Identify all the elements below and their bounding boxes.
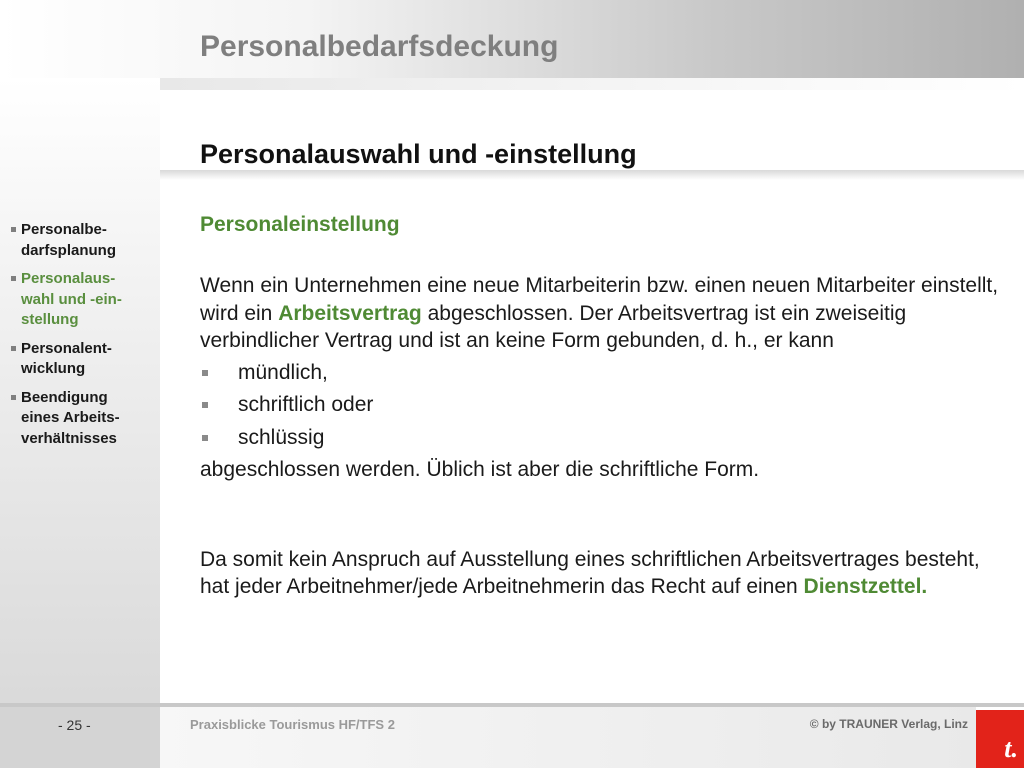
- footer-course-title: Praxisblicke Tourismus HF/TFS 2: [190, 717, 395, 732]
- slide-subtitle: Personalauswahl und -einstellung: [200, 139, 637, 169]
- subtitle-divider: [160, 170, 1024, 180]
- paragraph-1-text-after: abgeschlossen. Der Arbeitsvertrag ist ein zweiseitig verbindlicher Vertrag und ist an keine Form gebunden, d. h., er kann: [200, 301, 907, 352]
- sidebar-item-personalentwicklung[interactable]: Personalent- wicklung: [11, 339, 151, 380]
- slide-title: Personalbedarfsdeckung: [200, 30, 559, 63]
- bullet-list: [200, 359, 1010, 452]
- bullet-item: schlüssig: [200, 424, 1010, 452]
- bullet-item: schriftlich oder: [200, 391, 1010, 419]
- conclusion-text: abgeschlossen werden. Üblich ist aber die schriftliche Form.: [200, 458, 760, 481]
- sidebar-nav: [11, 220, 151, 457]
- sidebar-item-beendigung[interactable]: Beendigung eines Arbeits- verhältnisses: [11, 388, 151, 450]
- logo-text: t.: [1004, 734, 1018, 763]
- header-shadow: [160, 78, 1024, 90]
- section-heading: Personaleinstellung: [200, 213, 400, 236]
- sidebar-item-personalauswahl[interactable]: Personalaus- wahl und -ein- stellung: [11, 269, 151, 331]
- footer-copyright: © by TRAUNER Verlag, Linz: [809, 717, 968, 731]
- paragraph-2-text: Da somit kein Anspruch auf Ausstellung eines schriftlichen Arbeitsvertrages besteht, hat jeder Arbeitnehmer/jede Arbeitnehmerin das Recht auf einen: [200, 547, 980, 598]
- body-text: [200, 272, 1010, 601]
- sidebar-item-personalbedarfsplanung[interactable]: Personalbe- darfsplanung: [11, 220, 151, 261]
- highlight-arbeitsvertrag: Arbeitsvertrag: [278, 301, 422, 325]
- bullet-item: mündlich,: [200, 359, 1010, 387]
- highlight-dienstzettel: Dienstzettel.: [803, 575, 928, 598]
- paragraph-2: [200, 546, 1010, 601]
- trauner-logo: [976, 710, 1024, 768]
- paragraph-1-text-before: Wenn ein Unternehmen eine neue Mitarbeiterin bzw. einen neuen Mitarbeiter einstellt, wird ein: [200, 274, 999, 325]
- page-number: - 25 -: [58, 717, 91, 733]
- paragraph-1: [200, 272, 1010, 355]
